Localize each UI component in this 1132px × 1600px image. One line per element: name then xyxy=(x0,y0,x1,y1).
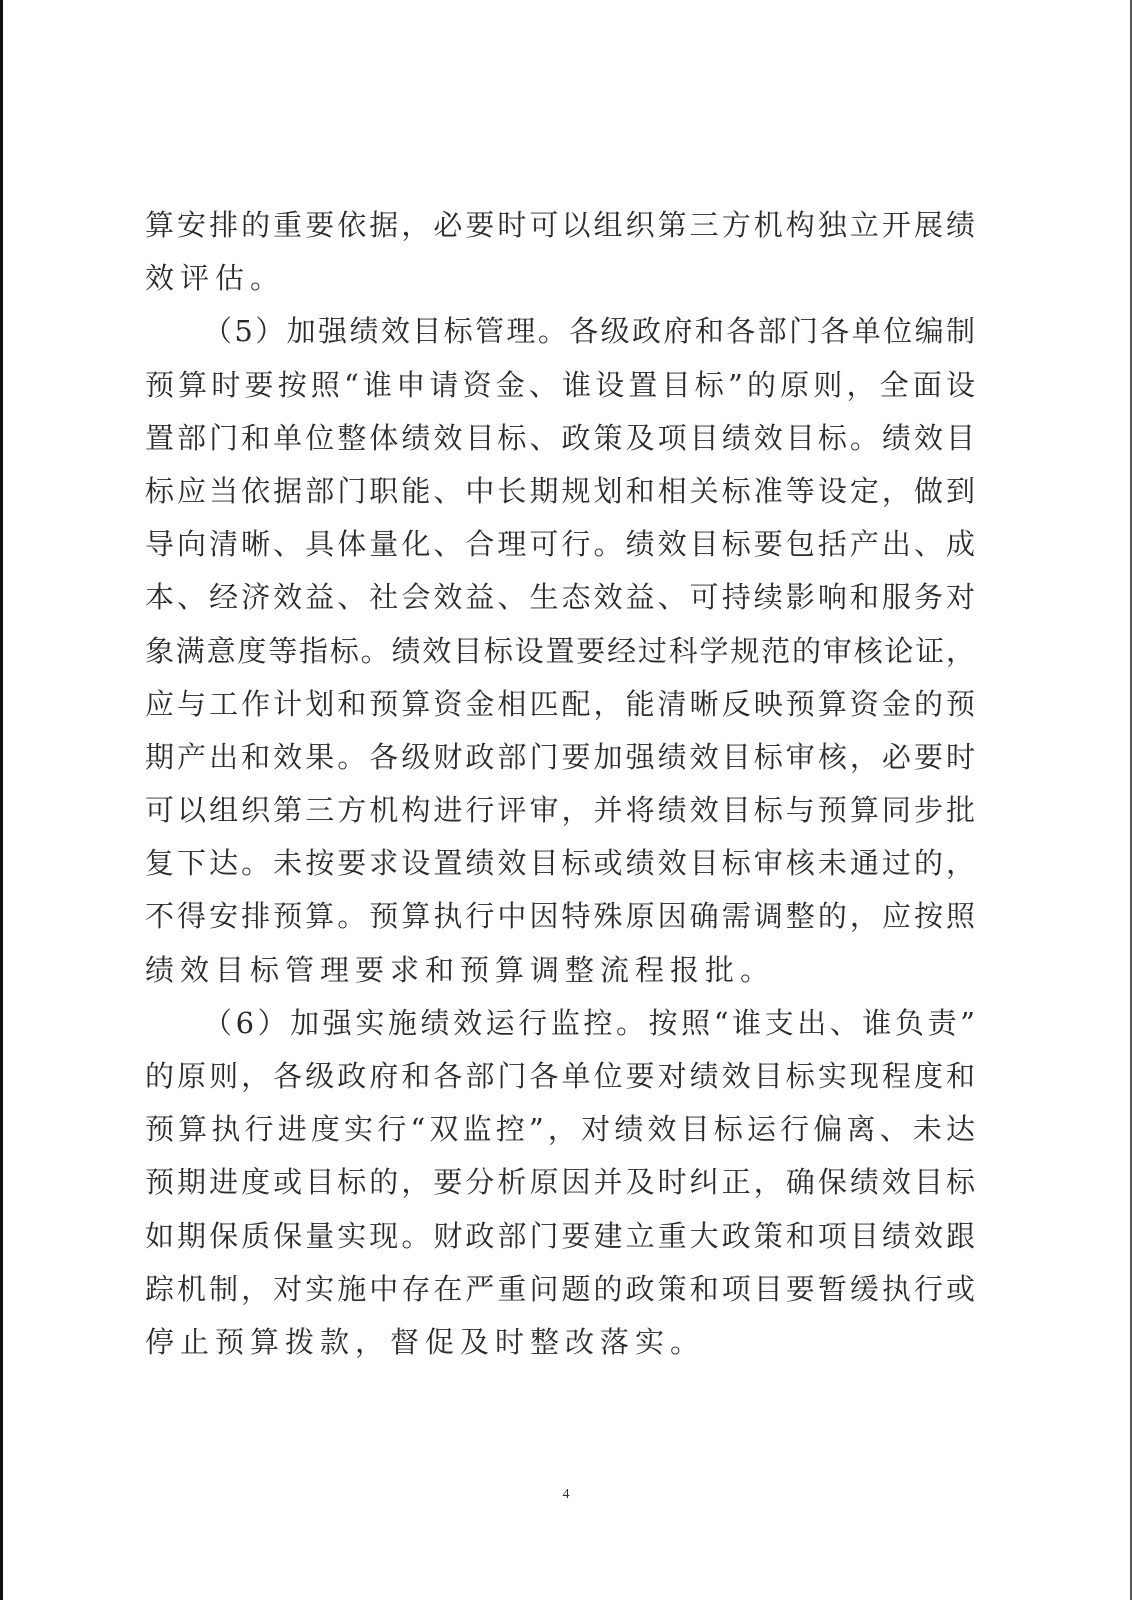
text-line: 的原则，各级政府和各部门各单位要对绩效目标实现程度和 xyxy=(145,1059,975,1093)
text-line: 效评估。 xyxy=(145,261,286,296)
scan-edge-left xyxy=(0,0,3,1600)
text-line: 本、经济效益、社会效益、生态效益、可持续影响和服务对 xyxy=(145,580,975,615)
text-line: 应与工作计划和预算资金相匹配，能清晰反映预算资金的预 xyxy=(145,686,975,721)
page-number: 4 xyxy=(562,1487,570,1502)
text-line: （6）加强实施绩效运行监控。按照“谁支出、谁负责” xyxy=(203,1005,975,1040)
text-line: 踪机制，对实施中存在严重问题的政策和项目要暂缓执行或 xyxy=(145,1271,975,1306)
text-line: 导向清晰、具体量化、合理可行。绩效目标要包括产出、成 xyxy=(145,527,975,562)
text-line: 绩效目标管理要求和预算调整流程报批。 xyxy=(145,952,776,987)
text-line: 复下达。未按要求设置绩效目标或绩效目标审核未通过的， xyxy=(145,846,975,881)
document-body xyxy=(145,199,975,1369)
text-line: 不得安排预算。预算执行中因特殊原因确需调整的，应按照 xyxy=(145,899,975,934)
paragraph-6 xyxy=(145,997,975,1369)
paragraph-5 xyxy=(145,305,975,996)
text-line: 算安排的重要依据，必要时可以组织第三方机构独立开展绩 xyxy=(145,208,975,242)
text-line: 预算执行进度实行“双监控”，对绩效目标运行偏离、未达 xyxy=(145,1112,975,1147)
paragraph-continuation xyxy=(145,199,975,305)
text-line: （5）加强绩效目标管理。各级政府和各部门各单位编制 xyxy=(203,314,975,349)
text-line: 期产出和效果。各级财政部门要加强绩效目标审核，必要时 xyxy=(145,739,975,774)
text-line: 置部门和单位整体绩效目标、政策及项目绩效目标。绩效目 xyxy=(145,420,975,455)
text-line: 停止预算拨款，督促及时整改落实。 xyxy=(145,1324,706,1359)
text-line: 可以组织第三方机构进行评审，并将绩效目标与预算同步批 xyxy=(145,793,975,828)
text-line: 预算时要按照“谁申请资金、谁设置目标”的原则，全面设 xyxy=(145,367,975,402)
text-line: 预期进度或目标的，要分析原因并及时纠正，确保绩效目标 xyxy=(145,1165,975,1200)
text-line: 如期保质保量实现。财政部门要建立重大政策和项目绩效跟 xyxy=(145,1218,975,1253)
text-line: 象满意度等指标。绩效目标设置要经过科学规范的审核论证， xyxy=(145,633,975,668)
text-line: 标应当依据部门职能、中长期规划和相关标准等设定，做到 xyxy=(145,473,975,508)
